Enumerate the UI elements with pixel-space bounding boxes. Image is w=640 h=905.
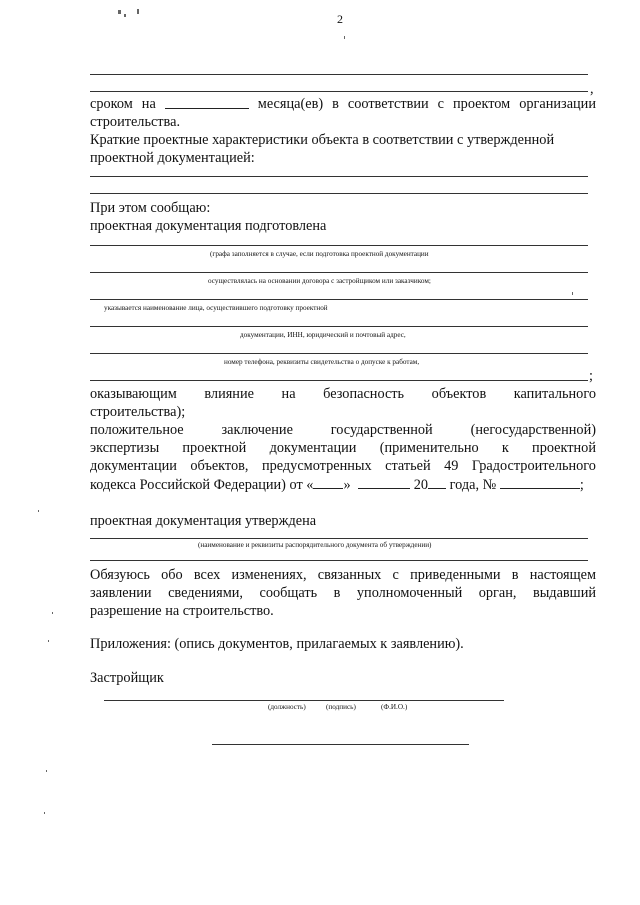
word: проектом xyxy=(453,96,511,112)
word: статьей xyxy=(385,458,431,474)
text: ; xyxy=(579,477,584,493)
caption: (графа заполняется в случае, если подготовка проектной документации xyxy=(210,250,429,258)
word: (применительно xyxy=(379,440,479,456)
word: безопасность xyxy=(323,386,405,402)
word: проектной xyxy=(182,440,247,456)
word: связанных xyxy=(317,567,382,583)
word: экспертизы xyxy=(90,440,160,456)
text-line: разрешение на строительство. xyxy=(90,603,274,619)
word: документации xyxy=(90,458,177,474)
text-line: строительства); xyxy=(90,404,186,420)
semicolon: ; xyxy=(589,368,593,384)
fill-line xyxy=(90,272,588,273)
day-blank xyxy=(313,475,343,489)
paragraph-term-line2: строительства. xyxy=(90,114,181,130)
footer-line xyxy=(212,744,469,745)
word: объектов xyxy=(431,386,487,402)
word: заявлении xyxy=(90,585,152,601)
caption: номер телефона, реквизиты свидетельства о допуске к работам, xyxy=(224,358,420,366)
word: влияние xyxy=(204,386,254,402)
fill-line xyxy=(90,176,588,177)
justified-line xyxy=(90,566,596,584)
word: предусмотренных xyxy=(261,458,372,474)
justified-line xyxy=(90,439,596,457)
month-blank xyxy=(358,475,410,489)
justified-line xyxy=(90,385,596,403)
number-blank xyxy=(500,475,580,489)
text: 20 xyxy=(413,477,429,493)
word: к xyxy=(501,440,509,456)
comma: , xyxy=(590,81,594,97)
word: орган, xyxy=(478,585,517,601)
word: 49 xyxy=(444,458,459,474)
word: проектной xyxy=(532,440,596,456)
word: заключение xyxy=(221,422,293,438)
word: положительное xyxy=(90,422,184,438)
developer-label: Застройщик xyxy=(90,670,164,686)
word: с xyxy=(392,567,399,583)
word: Градостроительного xyxy=(471,458,596,474)
word: капитального xyxy=(513,386,596,402)
scan-mark xyxy=(46,770,47,772)
signature-caption: (подпись) xyxy=(326,703,356,711)
word: обо xyxy=(161,567,183,583)
word: месяца(ев) xyxy=(257,96,324,112)
expertise-date-line xyxy=(90,475,584,494)
word: сроком xyxy=(90,96,133,112)
word: в xyxy=(333,585,341,601)
docs-prepared-label: проектная документация подготовлена xyxy=(90,218,327,234)
text: кодекса Российской Федерации) от « xyxy=(90,477,314,493)
signature-line xyxy=(104,700,504,701)
word: уполномоченный xyxy=(356,585,463,601)
scan-mark xyxy=(124,14,126,17)
fill-line xyxy=(90,560,588,561)
attachments-line: Приложения: (опись документов, прилагаемых к заявлению). xyxy=(90,636,464,652)
scan-mark xyxy=(572,292,573,295)
justified-line xyxy=(90,421,596,439)
page-number: 2 xyxy=(337,12,343,26)
fill-line xyxy=(90,326,588,327)
characteristics-line2: проектной документацией: xyxy=(90,150,255,166)
fill-line xyxy=(90,74,588,75)
word: выдавший xyxy=(532,585,596,601)
caption: (наименование и реквизиты распорядительного документа об утверждении) xyxy=(198,541,432,549)
text: » xyxy=(343,477,351,493)
word: на xyxy=(141,96,156,112)
word: в xyxy=(511,567,519,583)
scan-mark xyxy=(137,9,139,14)
scan-mark xyxy=(48,640,49,642)
fill-line xyxy=(90,380,588,381)
scan-mark xyxy=(52,612,53,614)
word: оказывающим xyxy=(90,386,177,402)
word: сообщать xyxy=(259,585,318,601)
docs-approved-label: проектная документация утверждена xyxy=(90,513,317,529)
justified-line xyxy=(90,457,596,475)
word: на xyxy=(281,386,296,402)
fill-line xyxy=(90,538,588,539)
scan-mark xyxy=(44,812,45,814)
word: настоящем xyxy=(529,567,596,583)
word: Обязуюсь xyxy=(90,567,150,583)
scan-mark xyxy=(38,510,39,512)
text: года, № xyxy=(449,477,497,493)
word: всех xyxy=(193,567,221,583)
caption: указывается наименование лица, осуществившего подготовку проектной xyxy=(104,304,328,312)
notice-heading: При этом сообщаю: xyxy=(90,200,211,216)
caption: осуществлялась на основании договора с застройщиком или заказчиком; xyxy=(208,277,431,285)
word: в xyxy=(332,96,339,112)
fill-line xyxy=(90,245,588,246)
word: приведенными xyxy=(410,567,501,583)
fill-line xyxy=(90,299,588,300)
fill-line xyxy=(90,91,588,92)
word: сведениями, xyxy=(168,585,244,601)
scan-mark xyxy=(118,10,121,14)
months-blank xyxy=(165,95,249,109)
word: изменениях, xyxy=(231,567,307,583)
fill-line xyxy=(90,353,588,354)
word: организации xyxy=(519,96,596,112)
characteristics-line1: Краткие проектные характеристики объекта в соответствии с утвержденной xyxy=(90,132,555,148)
year-blank xyxy=(428,475,446,489)
word: государственной xyxy=(330,422,433,438)
word: с xyxy=(437,96,445,112)
justified-line xyxy=(90,584,596,602)
word: объектов, xyxy=(190,458,249,474)
word: документации xyxy=(269,440,357,456)
caption: документации, ИНН, юридический и почтовый адрес, xyxy=(240,331,406,339)
word: соответствии xyxy=(347,96,429,112)
word: (негосударственной) xyxy=(470,422,596,438)
paragraph-term-line xyxy=(90,95,596,113)
name-caption: (Ф.И.О.) xyxy=(381,703,408,711)
position-caption: (должность) xyxy=(268,703,306,711)
fill-line xyxy=(90,193,588,194)
scan-mark xyxy=(344,36,345,39)
